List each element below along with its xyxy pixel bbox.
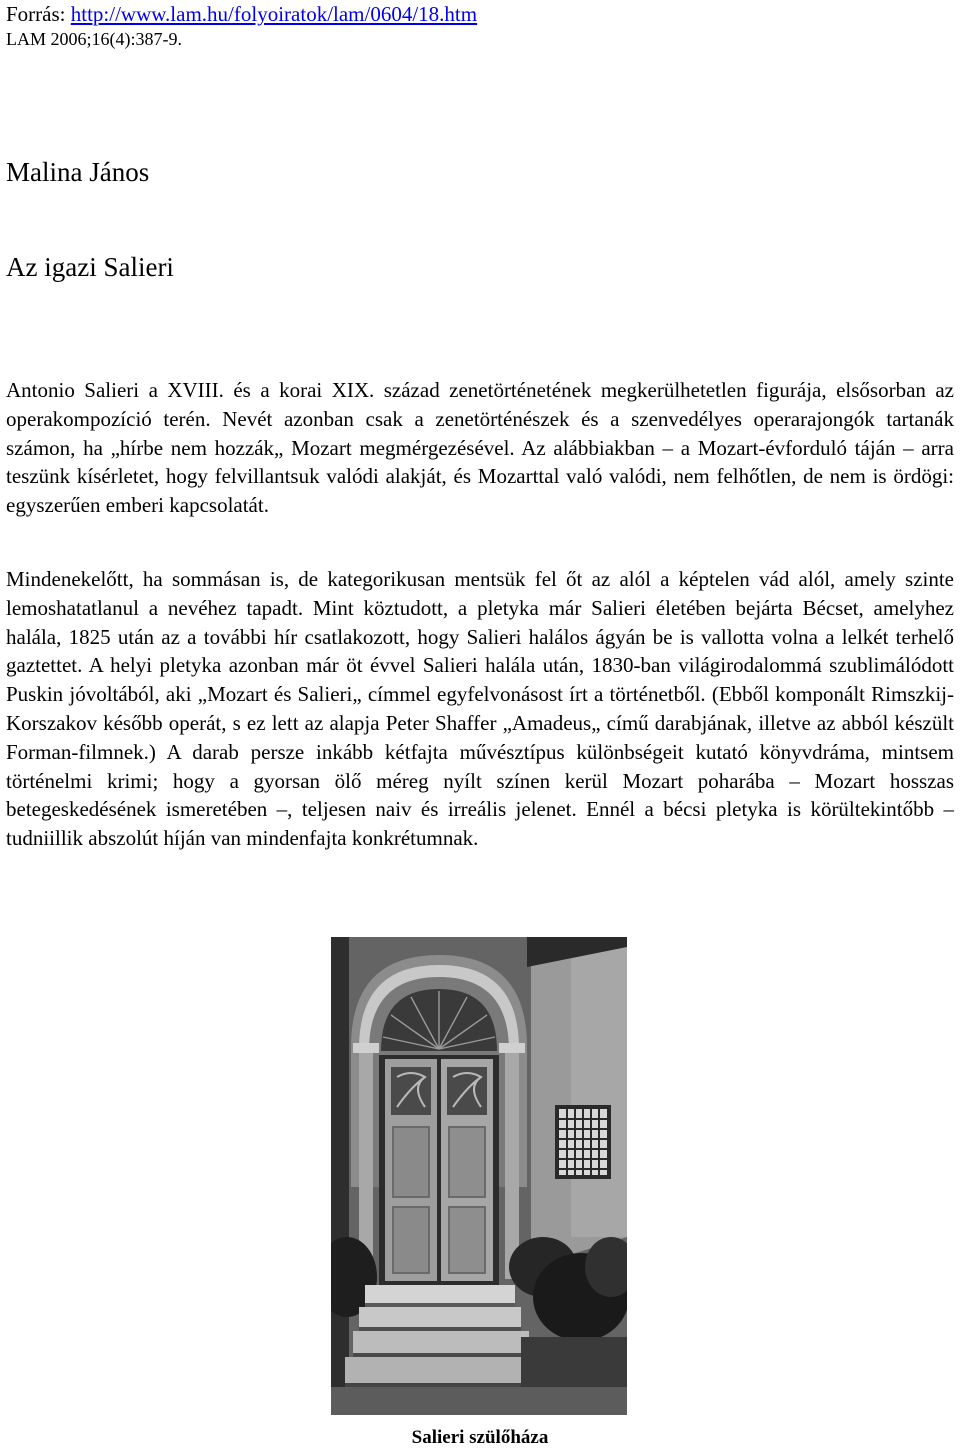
article-title: Az igazi Salieri [6, 252, 174, 282]
source-prefix: Forrás: [6, 2, 71, 26]
paragraph-main: Mindenekelőtt, ha sommásan is, de kategorikusan mentsük fel őt az alól a képtelen vád alól, amely szinte lemoshatatlanul a nevéhez tapadt. Mint köztudott, a pletyka már Salieri életében bejárta Bécset, amelyhez halála, 1825 után az a további hír csatlakozott, hogy Salieri halálos ágyán be is vallotta volna a lelkét terhelő gaztettet. A helyi pletyka azonban már öt évvel Salieri halála után, 1830-ban világirodalommá szublimálódott Puskin jóvoltából, aki „Mozart és Salieri„ címmel egyfelvonásost írt a történetből. (Ebből komponált Rimszkij-Korszakov később operát, s ez lett az alapja Peter Shaffer „Amadeus„ című darabjának, illetve az abból készült Forman-filmnek.) A darab persze inkább kétfajta művésztípus különbségeit kutató könyvdráma, mintsem történelmi krimi; hogy a gyorsan ölő méreg nyílt színen kerül Mozart poharába – Mozart hosszas betegeskedésének ismeretében –, teljesen naiv és irreális jelenet. Ennél a bécsi pletyka is körültekintőbb – tudniillik abszolút híján van mindenfajta konkrétumnak. [6, 567, 954, 851]
source-line [6, 2, 477, 26]
author-name: Malina János [6, 157, 150, 187]
citation: LAM 2006;16(4):387-9. [6, 29, 182, 49]
birthplace-photo [331, 937, 627, 1415]
paragraph-intro: Antonio Salieri a XVIII. és a korai XIX. század zenetörténetének megkerülhetetlen figurája, elsősorban az operakompozíció terén. Nevét azonban csak a zenetörténészek és a szenvedélyes operarajongók tartanák számon, ha „hírbe nem hozzák„ Mozart megmérgezésével. Az alábbiakban – a Mozart-évforduló táján – arra teszünk kísérletet, hogy felvillantsuk valódi alakját, és Mozarttal való valódi, nem felhőtlen, de nem is ördögi: egyszerűen emberi kapcsolatát. [6, 378, 954, 518]
photo-caption: Salieri szülőháza [411, 1427, 549, 1448]
source-link[interactable]: http://www.lam.hu/folyoiratok/lam/0604/18.htm [70, 2, 478, 26]
